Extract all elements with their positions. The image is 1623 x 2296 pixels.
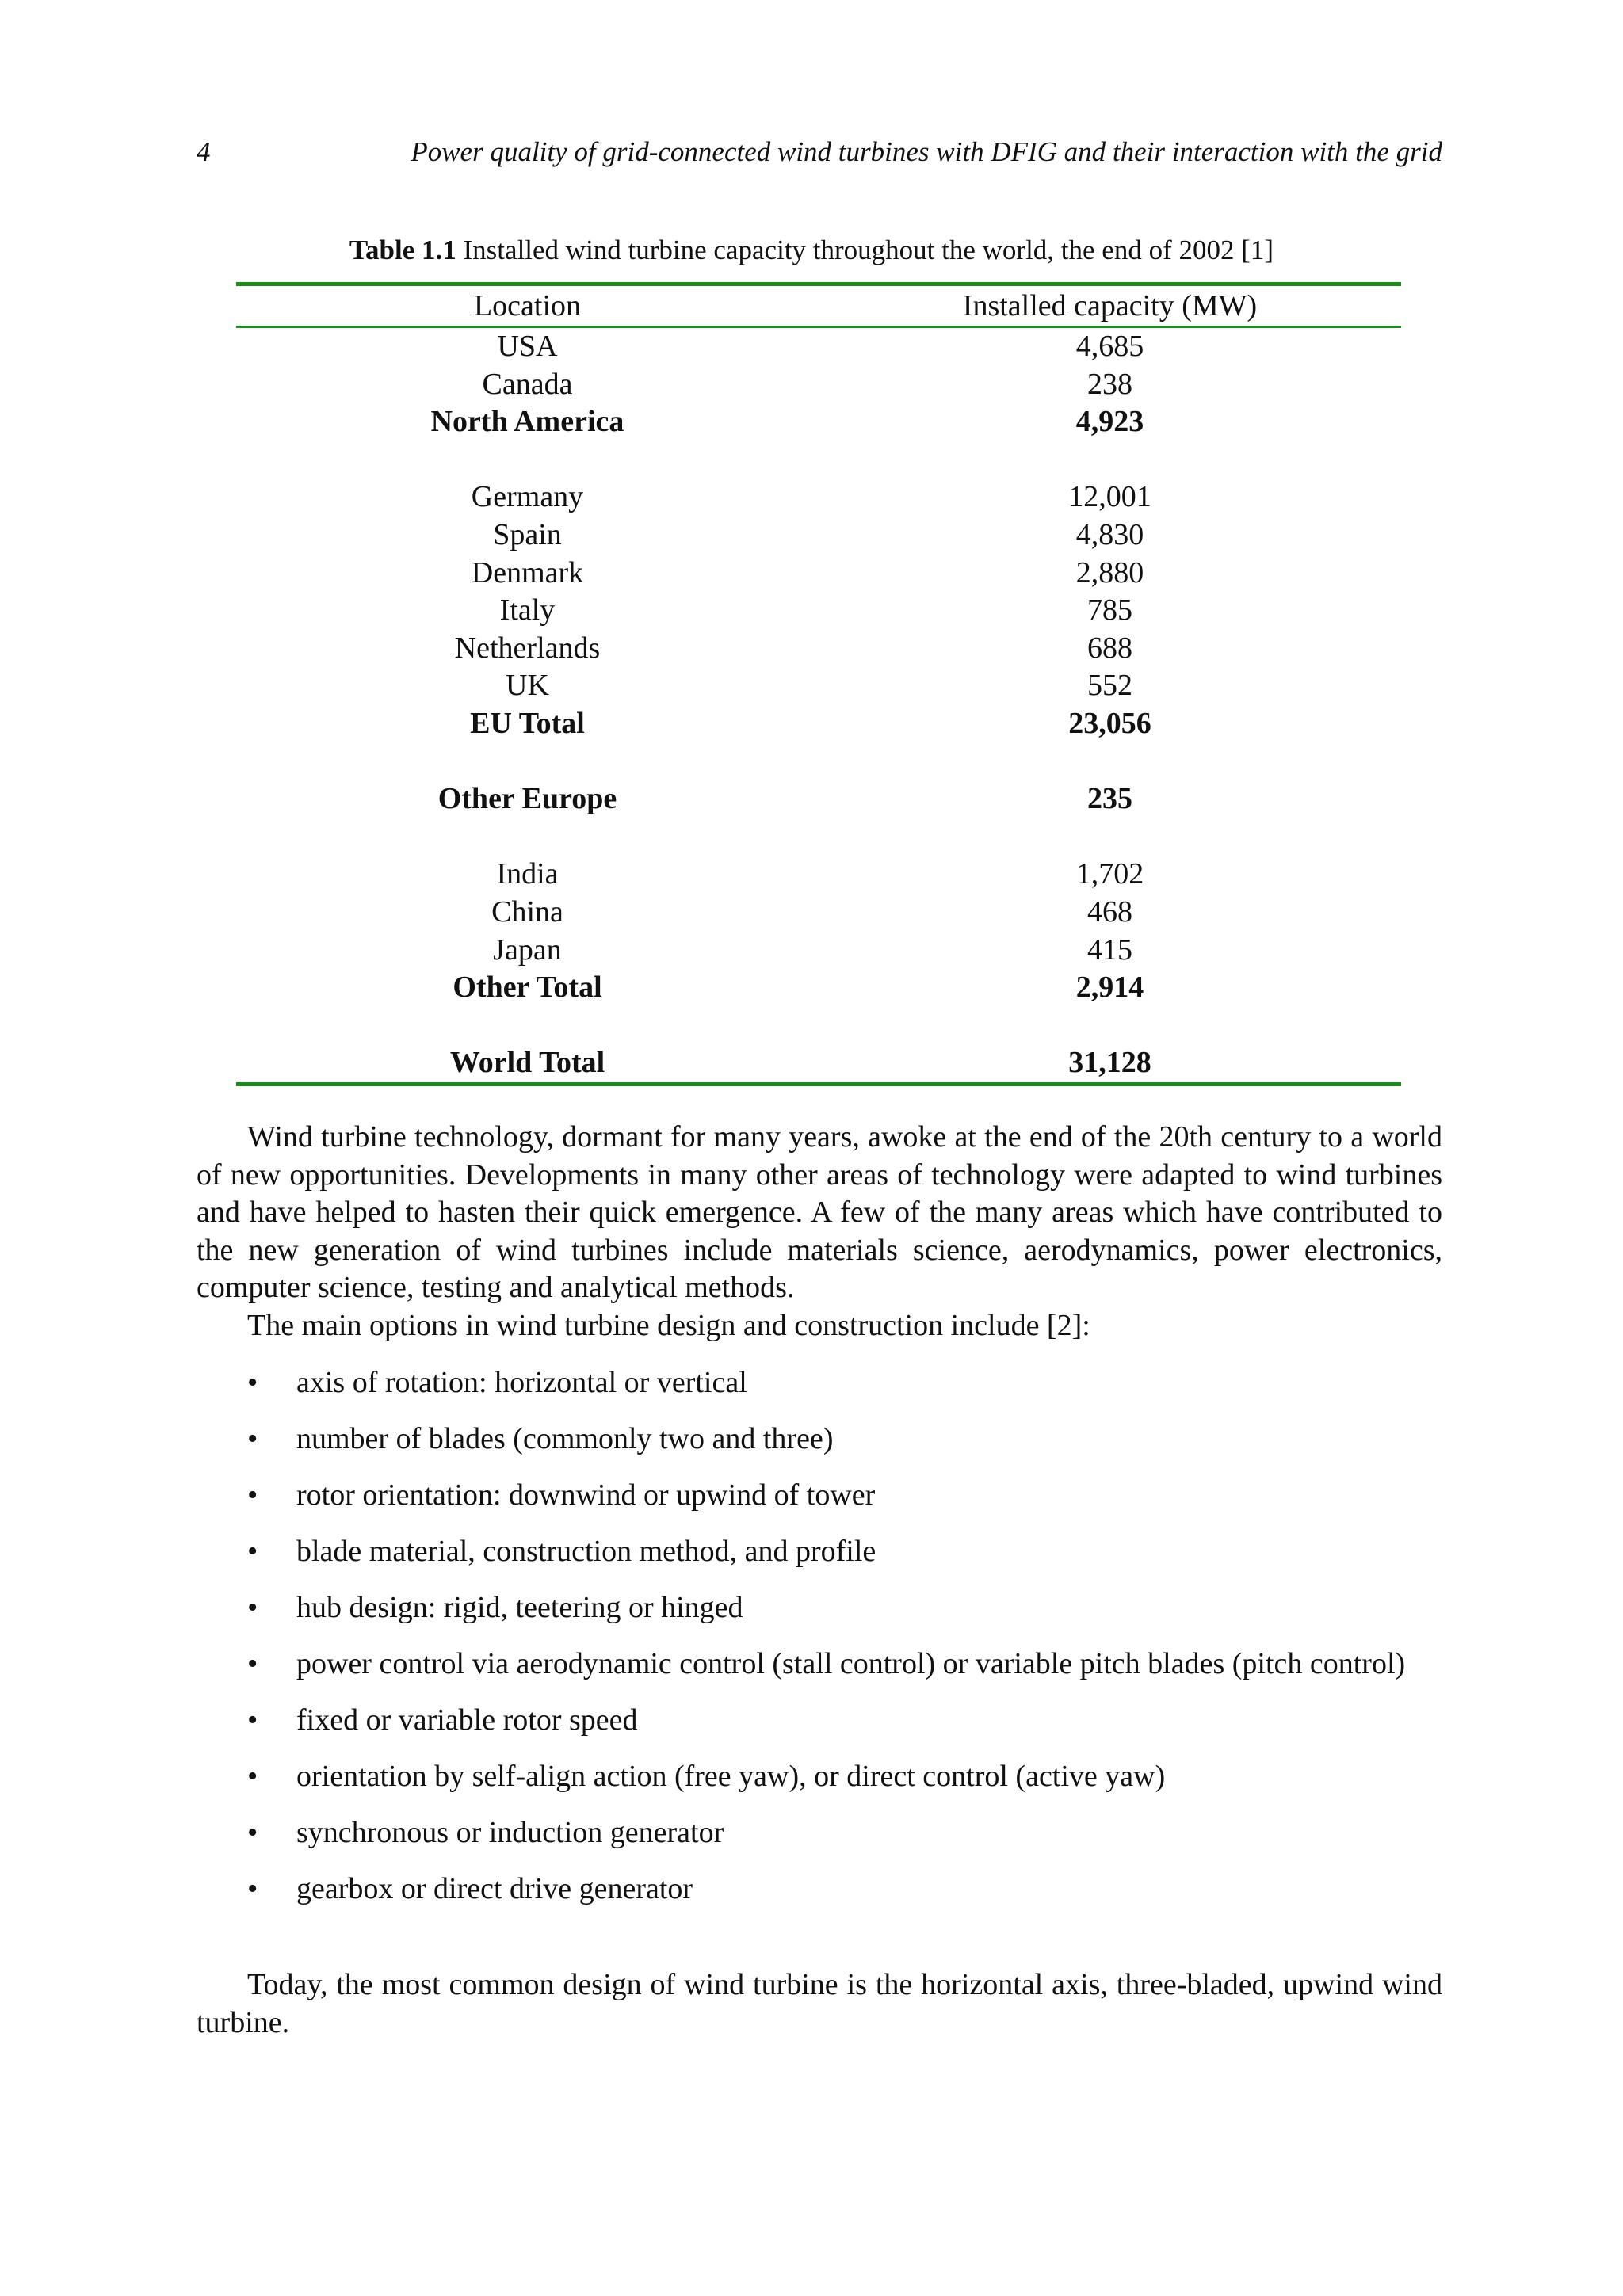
column-header-location: Location [473, 289, 582, 322]
design-options-list [197, 1364, 1442, 1927]
location-cell: Other Total [453, 971, 602, 1005]
capacity-table-wrap [236, 282, 1401, 1086]
capacity-cell: 235 [1087, 782, 1132, 816]
list-item-text: gearbox or direct drive generator [296, 1872, 693, 1905]
paragraph: The main options in wind turbine design and construction include [2]: [247, 1308, 1090, 1342]
capacity-cell: 688 [1087, 631, 1132, 665]
table-spacer-row [236, 1007, 1401, 1045]
bullet-icon: • [247, 1760, 258, 1793]
capacity-cell: 31,128 [1068, 1046, 1151, 1080]
capacity-cell: 552 [1087, 669, 1132, 703]
list-item [197, 1758, 1442, 1795]
location-cell: Netherlands [454, 631, 601, 665]
capacity-table [236, 282, 1401, 1086]
capacity-cell: 4,923 [1075, 405, 1144, 439]
table-spacer-row [236, 818, 1401, 856]
table-subtotal-row [236, 780, 1401, 818]
list-item-text: blade material, construction method, and profile [296, 1535, 876, 1568]
capacity-cell: 1,702 [1075, 857, 1144, 891]
capacity-cell: 4,830 [1075, 517, 1144, 551]
bullet-icon: • [247, 1647, 258, 1680]
closing-paragraph: Today, the most common design of wind turbine is the horizontal axis, three-bladed, upwind wind turbine. [197, 1968, 1442, 2039]
table-row [236, 517, 1401, 555]
table-caption-label: Table 1.1 [349, 235, 456, 265]
table-subtotal-row [236, 1044, 1401, 1084]
table-row [236, 894, 1401, 932]
table-row [236, 932, 1401, 970]
list-item-text: axis of rotation: horizontal or vertical [296, 1366, 747, 1399]
table-row [236, 630, 1401, 668]
table-subtotal-row [236, 705, 1401, 743]
list-item [197, 1533, 1442, 1570]
table-caption-text: Installed wind turbine capacity throughout the world, the end of 2002 [1] [456, 235, 1274, 265]
table-row [236, 555, 1401, 593]
list-item-text: power control via aerodynamic control (stall control) or variable pitch blades (pitch control) [296, 1647, 1406, 1680]
table-row [236, 479, 1401, 517]
capacity-cell: 238 [1087, 367, 1132, 401]
table-spacer-row [236, 441, 1401, 479]
location-cell: Other Europe [437, 782, 617, 816]
body-text [197, 1119, 1442, 1345]
list-item [197, 1646, 1442, 1683]
capacity-cell: 468 [1087, 894, 1132, 929]
capacity-cell: 415 [1087, 933, 1132, 967]
table-subtotal-row [236, 969, 1401, 1007]
spacer-cell [236, 1007, 1401, 1045]
capacity-cell: 785 [1087, 593, 1132, 627]
list-item [197, 1814, 1442, 1852]
location-cell: China [491, 894, 563, 929]
list-item [197, 1589, 1442, 1627]
bullet-icon: • [247, 1591, 258, 1624]
location-cell: World Total [449, 1046, 605, 1080]
capacity-cell: 12,001 [1068, 480, 1151, 514]
list-item [197, 1364, 1442, 1402]
list-item [197, 1702, 1442, 1739]
capacity-cell: 2,880 [1075, 555, 1144, 589]
bullet-icon: • [247, 1703, 258, 1737]
capacity-cell: 4,685 [1075, 330, 1144, 363]
table-row [236, 366, 1401, 404]
location-cell: Denmark [471, 555, 584, 589]
table-spacer-row [236, 743, 1401, 781]
list-item-text: fixed or variable rotor speed [296, 1703, 638, 1737]
location-cell: North America [430, 405, 624, 439]
paragraph: Wind turbine technology, dormant for many years, awoke at the end of the 20th century to a world of new opportunities. Developments in many other areas of technology were adapted to wind turbines and have helped to hasten their quick emergence. A few of the many areas which have contributed to the new generation of wind turbines include materials science, aerodynamics, power electronics, computer science, testing and analytical methods. [197, 1120, 1442, 1305]
bullet-icon: • [247, 1535, 258, 1568]
spacer-cell [236, 818, 1401, 856]
list-item [197, 1421, 1442, 1458]
capacity-cell: 2,914 [1075, 971, 1144, 1005]
location-cell: Canada [482, 367, 573, 401]
location-cell: Spain [493, 517, 562, 551]
table-row [236, 856, 1401, 894]
table-row [236, 327, 1401, 366]
capacity-cell: 23,056 [1068, 706, 1151, 740]
table-row [236, 667, 1401, 705]
list-item [197, 1871, 1442, 1908]
table-subtotal-row [236, 403, 1401, 441]
list-item-text: synchronous or induction generator [296, 1816, 724, 1849]
table-header-row [236, 284, 1401, 327]
location-cell: UK [506, 669, 549, 703]
column-header-capacity: Installed capacity (MW) [962, 289, 1258, 322]
list-item-text: number of blades (commonly two and three) [296, 1422, 834, 1455]
list-item-text: hub design: rigid, teetering or hinged [296, 1591, 743, 1624]
table-row [236, 592, 1401, 630]
spacer-cell [236, 441, 1401, 479]
running-title: Power quality of grid-connected wind turbines with DFIG and their interaction with the grid [411, 136, 1442, 167]
table-body [236, 327, 1401, 1085]
location-cell: Italy [499, 593, 556, 627]
list-item-text: rotor orientation: downwind or upwind of tower [296, 1478, 876, 1512]
spacer-cell [236, 743, 1401, 781]
bullet-icon: • [247, 1872, 258, 1905]
location-cell: India [496, 857, 559, 891]
list-item [197, 1477, 1442, 1514]
location-cell: Germany [471, 480, 584, 514]
bullet-icon: • [247, 1816, 258, 1849]
bullet-icon: • [247, 1422, 258, 1455]
bullet-icon: • [247, 1366, 258, 1399]
bullet-icon: • [247, 1478, 258, 1512]
list-item-text: orientation by self-align action (free yaw), or direct control (active yaw) [296, 1760, 1166, 1793]
table-caption [0, 231, 1623, 269]
location-cell: EU Total [470, 706, 585, 740]
location-cell: USA [497, 330, 558, 363]
location-cell: Japan [493, 933, 562, 967]
page-number: 4 [197, 136, 211, 167]
